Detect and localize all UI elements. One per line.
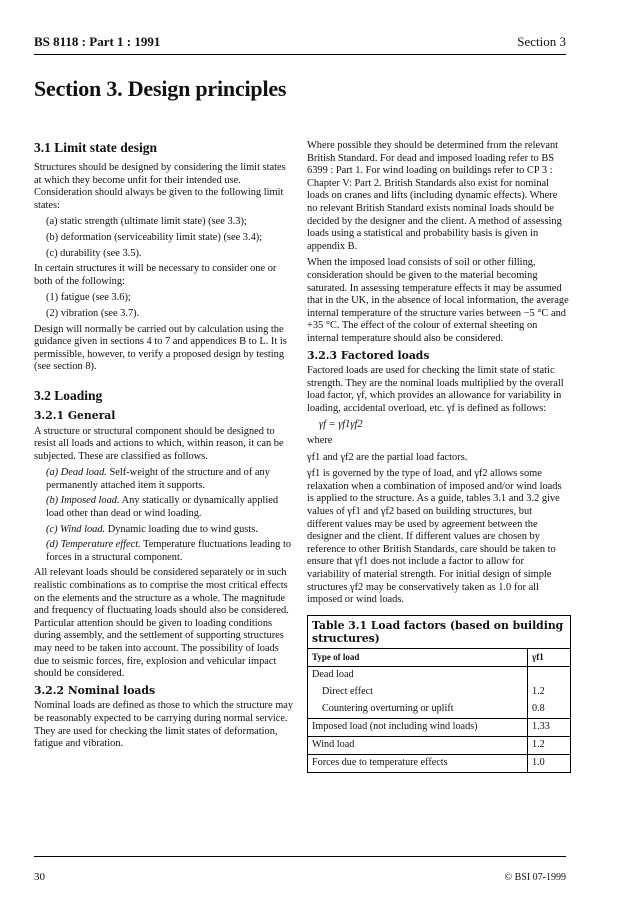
paragraph: Where possible they should be determined from the relevant British Standard. For dead and imposed loading refer to BS 6399 : Part 1. For wind loading on buildings refer to CP 3 : Chapter V: Part 2. British Standards also exist for nominal loads on cranes and lifts (including dynamic effects). Where no relevant British Standard exists nominal loads should be decided by the designer and the client. A method of assessing loads using a statistical and probability basis is given in appendix B. [307,140,562,252]
list-item: (c) durability (see 3.5). [46,247,142,259]
list-item: (b) deformation (serviceability limit state) (see 3.4); [46,231,263,243]
list-item-text: Temperature fluctuations leading to forces in a structural component. [46,539,292,563]
paragraph: All relevant loads should be considered separately or in such realistic combinations as to comprise the most critical effects on the elements and the structure as a whole. The magnitude and frequency of fluctuating loads should also be considered. Particular attention should be given to loading conditions during assembly, and the settlement of supporting structures may need to be taken into account. The possibility of loads due to seismic forces, fire, explosion and vehicular impact should be considered. [34,567,289,680]
list-item [46,495,294,520]
where-text: where [307,435,333,447]
heading-3-2-1: 3.2.1 General [34,408,116,422]
table-cell: 1.33 [528,718,571,736]
table-header-row [308,649,570,667]
paragraph: In certain structures it will be necessary to consider one or both of the following: [34,263,277,287]
table-header-cell: Type of load [312,651,360,662]
table-3-1 [307,615,571,773]
header-rule [34,54,566,55]
list-item-label: (a) Dead load. [46,467,107,479]
table-cell: Wind load [308,736,528,754]
list-item-text: Self-weight of the structure and of any permanently attached item it supports. [46,467,270,491]
table-cell: Countering overturning or uplift [322,702,454,714]
header-section: Section 3 [517,34,566,49]
heading-3-1: 3.1 Limit state design [34,140,157,155]
list-item [46,467,294,492]
paragraph: Structures should be designed by considering the limit states at which they become unfit for their intended use. Consideration should always be given to the following limit states: [34,162,286,211]
copyright: © BSI 07-1999 [504,872,566,883]
table-title: Table 3.1 Load factors (based on building structures) [308,616,570,649]
table-row [308,684,570,701]
paragraph: Nominal loads are defined as those to which the structure may be reasonably expected to be carrying during normal service. They are used for checking the limit states of deformation, fatigue and vibration. [34,700,294,750]
equation: γf = γf1γf2 [319,419,363,431]
paragraph: Factored loads are used for checking the limit state of static strength. They are the nominal loads multiplied by the overall load factor, γf, which provides an allowance for variability in loading, accidental overload, etc. γf is defined as follows: [307,365,564,414]
paragraph: γf1 and γf2 are the partial load factors. [307,451,468,463]
list-item-label: (c) Wind load. [46,523,106,535]
list-item-text: Dynamic loading due to wind gusts. [105,523,258,535]
list-item: (a) static strength (ultimate limit state) (see 3.3); [46,216,247,228]
paragraph: γf1 is governed by the type of load, and γf2 allows some relaxation when a combination of imposed and/or wind loads is applied to the structure. As a guide, tables 3.1 and 3.2 give values of γf1 and γf2 based on building structures, but different values may be used by agreement between the designer and the client. If different values are chosen by reference to other British Standards, care should be taken to ensure that γf1 does not include a factor to allow for variability of material strength. For initial design of simple structures γf2 may be conservatively taken as 1.0 for all imposed or wind loads. [307,468,562,606]
table-row [308,754,570,772]
list-item-label: (d) Temperature effect. [46,539,141,551]
list-item: (1) fatigue (see 3.6); [46,292,131,304]
table-cell: 1.2 [528,684,571,701]
table-cell: 0.8 [528,701,571,719]
heading-3-2-2: 3.2.2 Nominal loads [34,683,156,697]
paragraph: When the imposed load consists of soil or other filling, consideration should be given to the material becoming saturated. In assessing temperature effects it may be assumed that in the UK, in the absence of local information, the average internal temperature of the structure varies between −5 °C and +35 °C. The effect of the colour of external sheeting on internal temperature should also be considered. [307,257,569,344]
section-title: Section 3. Design principles [34,76,287,101]
list-item: (2) vibration (see 3.7). [46,307,140,319]
table-cell: 1.2 [528,736,571,754]
table-cell: 1.0 [528,754,571,772]
page-number: 30 [34,871,45,883]
paragraph: Design will normally be carried out by calculation using the guidance given in sections 4 to 7 and appendices B to L. It is permissible, however, to verify a proposed design by testing (see section 8). [34,323,287,373]
heading-3-2-3: 3.2.3 Factored loads [307,348,430,362]
list-item-label: (b) Imposed load. [46,495,120,507]
header-standard-ref: BS 8118 : Part 1 : 1991 [34,34,161,49]
table-row [308,736,570,754]
table-cell: Imposed load (not including wind loads) [308,718,528,736]
table-cell: Direct effect [322,685,373,697]
table-row [308,718,570,736]
table-row [308,666,570,684]
heading-3-2: 3.2 Loading [34,387,103,403]
table-cell: Dead load [308,666,528,684]
paragraph: A structure or structural component should be designed to resist all loads and actions to which, within reason, it can be subjected. These are classified as follows. [34,425,284,462]
table-row [308,701,570,719]
table-cell: Forces due to temperature effects [308,754,528,772]
list-item-text: Any statically or dynamically applied load other than dead or wind loading. [46,495,279,520]
table-header-cell: γf1 [528,649,571,667]
list-item [46,524,294,537]
list-item [46,539,294,564]
right-column [307,140,569,773]
left-column [34,140,294,755]
load-factors-table [308,649,570,772]
table-cell [528,666,571,684]
footer-rule [34,856,566,857]
